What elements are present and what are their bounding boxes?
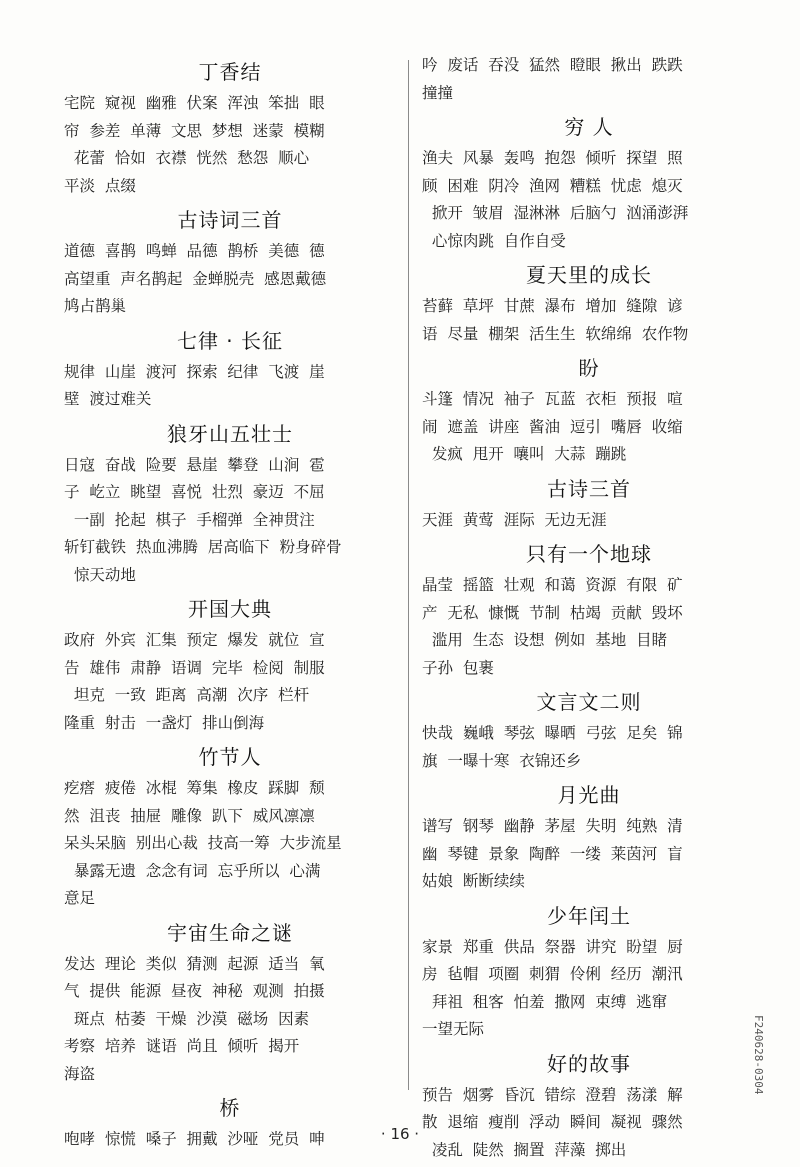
vocabulary-line: 吟 废话 吞没 猛然 瞪眼 揪出 跌跌 <box>422 56 683 74</box>
right-column <box>422 52 756 1164</box>
lesson-title: 开国大典 <box>188 597 272 621</box>
vocabulary-line: 高望重 声名鹊起 金蝉脱壳 感恩戴德 <box>64 269 327 288</box>
lesson-section <box>64 418 396 590</box>
lesson-section <box>422 900 756 1044</box>
vocabulary-line: 撞撞 <box>422 83 454 102</box>
column-divider <box>408 60 409 1090</box>
vocabulary-line: 语 尽量 棚架 活生生 软绵绵 农作物 <box>422 324 689 343</box>
vocabulary-line: 考察 培养 谜语 尚且 倾听 揭开 <box>64 1037 300 1055</box>
lesson-section <box>64 917 396 1089</box>
vocabulary-line: 花蕾 恰如 衣襟 恍然 愁怨 顺心 <box>64 149 310 167</box>
vocabulary-line: 宅院 窥视 幽雅 伏案 浑浊 笨拙 眼 <box>64 94 325 112</box>
vocabulary-line: 姑娘 断断续续 <box>422 872 525 890</box>
lesson-section <box>422 52 756 107</box>
vocabulary-line: 疙瘩 疲倦 冰棍 筹集 橡皮 踩脚 颓 <box>64 779 325 797</box>
lesson-section <box>64 325 396 414</box>
vocabulary-line: 顾 困难 阴冷 渔网 糟糕 忧虑 熄灭 <box>422 176 683 195</box>
vocabulary-line: 滥用 生态 设想 例如 基地 目睹 <box>422 631 668 649</box>
vocabulary-line: 平淡 点缀 <box>64 176 136 195</box>
lesson-title: 古诗三首 <box>547 476 631 501</box>
vocabulary-line: 快哉 巍峨 琴弦 曝晒 弓弦 足矣 锦 <box>422 724 683 742</box>
vocabulary-line: 气 提供 能源 昼夜 神秘 观测 拍摄 <box>64 982 325 1000</box>
lesson-title: 好的故事 <box>547 1051 631 1076</box>
vocabulary-line: 预告 烟雾 昏沉 错综 澄碧 荡漾 解 <box>422 1085 683 1104</box>
vocabulary-line: 家景 郑重 供品 祭器 讲究 盼望 厨 <box>422 937 683 956</box>
lesson-section <box>64 1092 396 1154</box>
vocabulary-line: 鸠占鹊巢 <box>64 297 127 315</box>
vocabulary-line: 拜祖 租客 怕羞 撒网 束缚 逃窜 <box>422 992 668 1011</box>
vocabulary-line: 心惊肉跳 自作自受 <box>422 231 566 250</box>
vocabulary-line: 斑点 枯萎 干燥 沙漠 磁场 因素 <box>64 1009 310 1028</box>
lesson-title: 文言文二则 <box>536 690 642 714</box>
lesson-title: 穷 人 <box>564 115 614 139</box>
vocabulary-line: 暴露无遗 念念有词 忘乎所以 心满 <box>64 861 321 880</box>
vocabulary-line: 子 屹立 眺望 喜悦 壮烈 豪迈 不屈 <box>64 483 325 501</box>
lesson-section <box>422 111 756 255</box>
lesson-title: 古诗词三首 <box>177 208 283 232</box>
vocabulary-line: 然 沮丧 抽屉 雕像 趴下 威风凛凛 <box>64 806 315 825</box>
vocabulary-line: 壁 渡过难关 <box>64 390 152 408</box>
vocabulary-line: 掀开 皱眉 湿淋淋 后脑勺 汹涌澎湃 <box>422 204 689 222</box>
lesson-section <box>422 779 756 896</box>
vocabulary-line: 隆重 射击 一盏灯 排山倒海 <box>64 713 265 732</box>
vocabulary-line: 凌乱 陡然 搁置 萍藻 掷出 <box>422 1140 627 1159</box>
lesson-title: 桥 <box>219 1096 241 1120</box>
vocabulary-line: 产 无私 慷慨 节制 枯竭 贡献 毁坏 <box>422 603 683 622</box>
page-number: · 16 · <box>380 1125 420 1143</box>
lesson-section <box>422 1048 756 1165</box>
vocabulary-line: 房 毡帽 项圈 刺猬 伶俐 经历 潮汛 <box>422 965 683 983</box>
lesson-title: 七律 · 长征 <box>176 328 284 353</box>
vocabulary-line: 告 雄伟 肃静 语调 完毕 检阅 制服 <box>64 658 325 677</box>
lesson-title: 丁香结 <box>198 60 262 84</box>
lesson-section <box>64 56 396 200</box>
vocabulary-line: 坦克 一致 距离 高潮 次序 栏杆 <box>64 686 310 704</box>
lesson-title: 盼 <box>578 356 600 380</box>
lesson-section <box>422 686 756 775</box>
vocabulary-line: 帘 参差 单薄 文思 梦想 迷蒙 模糊 <box>64 121 325 140</box>
vocabulary-line: 闹 遮盖 讲座 酱油 逗引 嘴唇 收缩 <box>422 417 683 436</box>
lesson-title: 竹节人 <box>198 745 262 769</box>
lesson-section <box>422 538 756 682</box>
vocabulary-line: 惊天动地 <box>64 565 136 584</box>
lesson-title: 月光曲 <box>557 783 621 807</box>
vocabulary-line: 道德 喜鹊 鸣蝉 品德 鹊桥 美德 德 <box>64 242 325 260</box>
vocabulary-line: 渔夫 风暴 轰鸣 抱怨 倾听 探望 照 <box>422 149 683 167</box>
lesson-section <box>422 473 756 535</box>
vocabulary-line: 一望无际 <box>422 1020 485 1038</box>
vocabulary-line: 斗篷 情况 袖子 瓦蓝 衣柜 预报 喧 <box>422 390 683 408</box>
vocabulary-line: 一副 抡起 棋子 手榴弹 全神贯注 <box>64 510 315 529</box>
lesson-title: 宇宙生命之谜 <box>167 920 293 945</box>
vocabulary-line: 呆头呆脑 别出心裁 技高一筹 大步流星 <box>64 834 342 852</box>
vocabulary-line: 发疯 甩开 嚷叫 大蒜 蹦跳 <box>422 445 627 463</box>
vocabulary-line: 散 退缩 瘦削 浮动 瞬间 凝视 骤然 <box>422 1113 683 1131</box>
vocabulary-line: 旗 一曝十寒 衣锦还乡 <box>422 751 582 770</box>
vocabulary-line: 意足 <box>64 889 96 907</box>
lesson-section <box>64 593 396 737</box>
vocabulary-line: 日寇 奋战 险要 悬崖 攀登 山涧 雹 <box>64 455 325 474</box>
left-column <box>64 52 396 1154</box>
lesson-section <box>64 741 396 913</box>
vocabulary-line: 幽 琴键 景象 陶醉 一缕 莱茵河 盲 <box>422 844 683 863</box>
lesson-title: 只有一个地球 <box>526 542 652 566</box>
vocabulary-line: 发达 理论 类似 猜测 起源 适当 氧 <box>64 954 325 973</box>
vocabulary-line: 咆哮 惊慌 嗓子 拥戴 沙哑 党员 呻 <box>64 1130 325 1148</box>
vocabulary-line: 规律 山崖 渡河 探索 纪律 飞渡 崖 <box>64 362 325 381</box>
vocabulary-line: 政府 外宾 汇集 预定 爆发 就位 宣 <box>64 631 325 649</box>
lesson-title: 狼牙山五壮士 <box>167 421 293 446</box>
vocabulary-line: 子孙 包裹 <box>422 658 494 677</box>
lesson-section <box>422 352 756 469</box>
lesson-section <box>422 259 756 348</box>
lesson-title: 夏天里的成长 <box>526 263 652 287</box>
vocabulary-line: 天涯 黄莺 涯际 无边无涯 <box>422 510 607 529</box>
vocabulary-line: 斩钉截铁 热血沸腾 居高临下 粉身碎骨 <box>64 538 342 556</box>
lesson-section <box>64 204 396 321</box>
vocabulary-line: 海盗 <box>64 1064 96 1083</box>
vocabulary-line: 晶莹 摇篮 壮观 和蔼 资源 有限 矿 <box>422 576 683 594</box>
lesson-title: 少年闰土 <box>547 903 631 928</box>
print-code: F240628-0304 <box>752 1015 765 1095</box>
vocabulary-line: 谱写 钢琴 幽静 茅屋 失明 纯熟 清 <box>422 817 683 835</box>
vocabulary-line: 苔藓 草坪 甘蔗 瀑布 增加 缝隙 谚 <box>422 297 683 315</box>
